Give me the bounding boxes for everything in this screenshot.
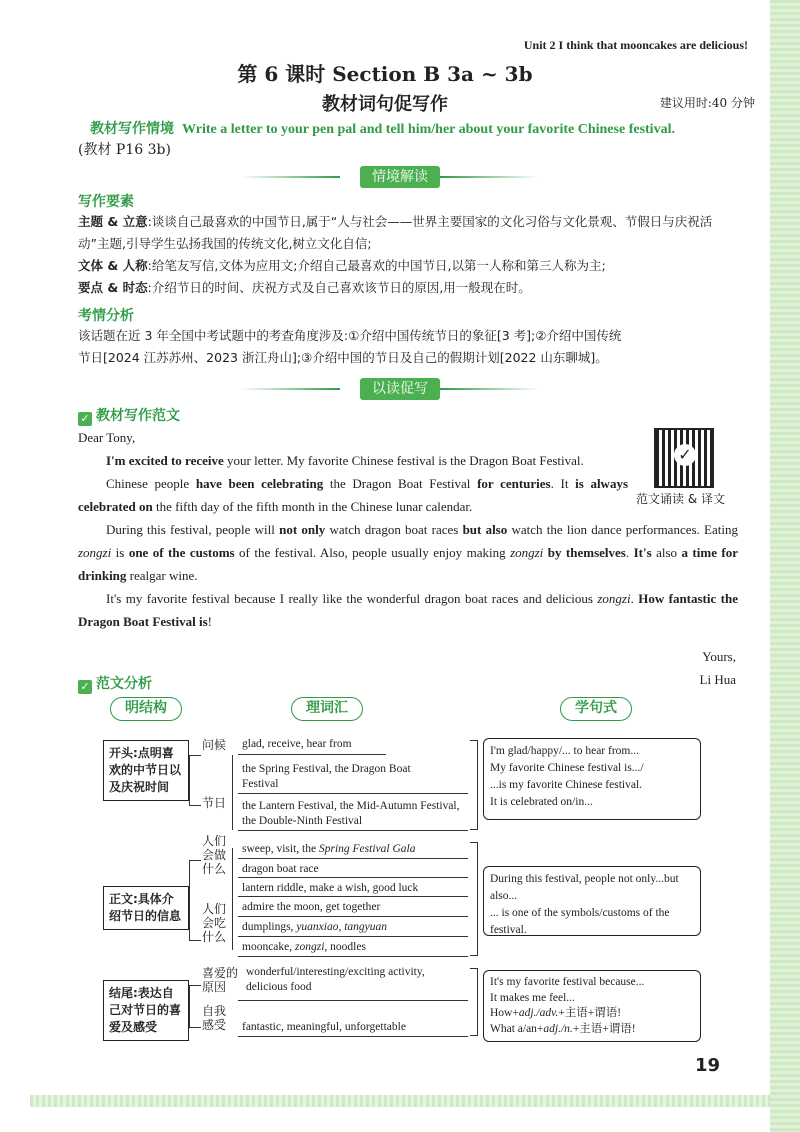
banner-interpret-label: 情境解读 <box>360 166 440 188</box>
exam-analysis-body: 该话题在近 3 年全国中考试题中的考查角度涉及:①介绍中国传统节日的象征[3 考];②介绍中国传统 节日[2024 江苏苏州、2023 浙江舟山];③介绍中国的节日及自己的假期计划[2022 山东聊城]。 <box>78 328 622 365</box>
banner-interpret <box>240 166 540 188</box>
situation-text: Write a letter to your pen pal and tell him/her about your favorite Chinese festival. <box>182 122 675 137</box>
page-number: 19 <box>694 1055 720 1076</box>
analysis-heading: ✓ 范文分析 <box>78 673 152 694</box>
structure-body: 正文:具体介绍节日的信息 <box>103 886 189 930</box>
page-subtitle: 教材词句促写作 <box>322 94 448 115</box>
qr-caption: 范文诵读 & 译文 <box>636 492 725 506</box>
exam-analysis-heading: 考情分析 <box>78 308 134 324</box>
col-structure: 明结构 <box>110 697 182 721</box>
vocab-do-1: sweep, visit, the Spring Festival Gala <box>242 843 416 855</box>
cat-do: 人们会做什么 <box>202 834 227 876</box>
check-icon: ✓ <box>78 412 92 426</box>
sentences-ending: It's my favorite festival because... It makes me feel... How+adj./adv.+主语+谓语! What a/an+adj./n.+主语+谓语! <box>483 970 701 1042</box>
vocab-do-3: lantern riddle, make a wish, good luck <box>242 882 419 894</box>
cat-festival: 节日 <box>202 796 227 810</box>
requirements-heading: 写作要素 <box>78 194 134 210</box>
model-letter <box>78 426 738 691</box>
letter-paragraph-1: I'm excited to receive your letter. My favorite Chinese festival is the Dragon Boat Festival. <box>106 453 584 468</box>
vocab-festival-1: the Spring Festival, the Dragon Boat Festival <box>242 763 411 790</box>
letter-paragraph-2: Chinese people have been celebrating the Dragon Boat Festival for centuries. It is always celebrated on the fifth day of the fifth month in the Chinese lunar calendar. <box>78 476 629 514</box>
time-note: 建议用时:40 分钟 <box>659 96 755 110</box>
vocab-greeting: glad, receive, hear from <box>242 738 352 750</box>
banner-read-write-label: 以读促写 <box>360 378 440 400</box>
cat-feeling: 自我感受 <box>202 1004 227 1032</box>
requirement-item-style: 文体 & 人称:给笔友写信,文体为应用文;介绍自己最喜欢的中国节日,以第一人称和第三人称为主; <box>78 258 606 273</box>
model-essay-heading: ✓ 教材写作范文 <box>78 405 180 426</box>
vocab-do-4: admire the moon, get together <box>242 901 381 913</box>
check-icon: ✓ <box>78 680 92 694</box>
cat-greeting: 问候 <box>202 738 227 752</box>
letter-paragraph-3: During this festival, people will not only watch dragon boat races but also watch the lion dance performances. Eating zongzi is one of the customs of the festival. Also, people usually enjoy making zongzi by themselves. It's also a time for drinking realgar wine. <box>78 522 739 583</box>
vocab-do-2: dragon boat race <box>242 863 319 875</box>
structure-opening: 开头:点明喜欢的中节日以及庆祝时间 <box>103 740 189 801</box>
vocab-festival-2: the Lantern Festival, the Mid-Autumn Festival, the Double-Ninth Festival <box>242 800 460 827</box>
cat-eat: 人们会吃什么 <box>202 902 227 944</box>
letter-greeting: Dear Tony, <box>78 430 136 445</box>
vocab-eat-2: mooncake, zongzi, noodles <box>242 941 366 953</box>
situation-label: 教材写作情境 <box>90 121 174 137</box>
situation-reference: (教材 P16 3b) <box>78 142 171 158</box>
cat-reason: 喜爱的原因 <box>202 966 239 994</box>
sentences-body: During this festival, people not only...but also... ... is one of the symbols/customs of the festival. <box>483 866 701 936</box>
banner-read-write <box>240 378 540 400</box>
lesson-title: 第 6 课时 Section B 3a ~ 3b <box>237 62 533 86</box>
vocab-feeling: fantastic, meaningful, unforgettable <box>242 1021 406 1033</box>
writing-situation <box>90 118 675 138</box>
unit-header: Unit 2 I think that mooncakes are delicious! <box>523 38 748 52</box>
right-edge-stripe <box>770 0 800 1132</box>
structure-ending: 结尾:表达自己对节日的喜爱及感受 <box>103 980 189 1041</box>
letter-signature: Li Hua <box>699 672 736 687</box>
col-sentences: 学句式 <box>560 697 632 721</box>
vocab-reason: wonderful/interesting/exciting activity, delicious food <box>246 966 425 993</box>
letter-closing: Yours, <box>702 649 736 664</box>
bottom-edge-stripe <box>30 1095 770 1107</box>
vocab-eat-1: dumplings, yuanxiao, tangyuan <box>242 921 388 933</box>
requirement-item-theme: 主题 & 立意:谈谈自己最喜欢的中国节日,属于“人与社会——世界主要国家的文化习俗与文化景观、节假日与庆祝活动”主题,引导学生弘扬我国的传统文化,树立文化自信; <box>78 214 713 251</box>
col-vocabulary: 理词汇 <box>291 697 363 721</box>
sentences-opening: I'm glad/happy/... to hear from... My favorite Chinese festival is.../ ...is my favorite Chinese festival. It is celebrated on/in... <box>483 738 701 820</box>
letter-paragraph-4: It's my favorite festival because I really like the wonderful dragon boat races and delicious zongzi. How fantastic the Dragon Boat Festival is! <box>78 591 738 629</box>
requirements-body <box>78 211 738 299</box>
requirement-item-points: 要点 & 时态:介绍节日的时间、庆祝方式及自己喜欢该节日的原因,用一般现在时。 <box>78 280 531 295</box>
